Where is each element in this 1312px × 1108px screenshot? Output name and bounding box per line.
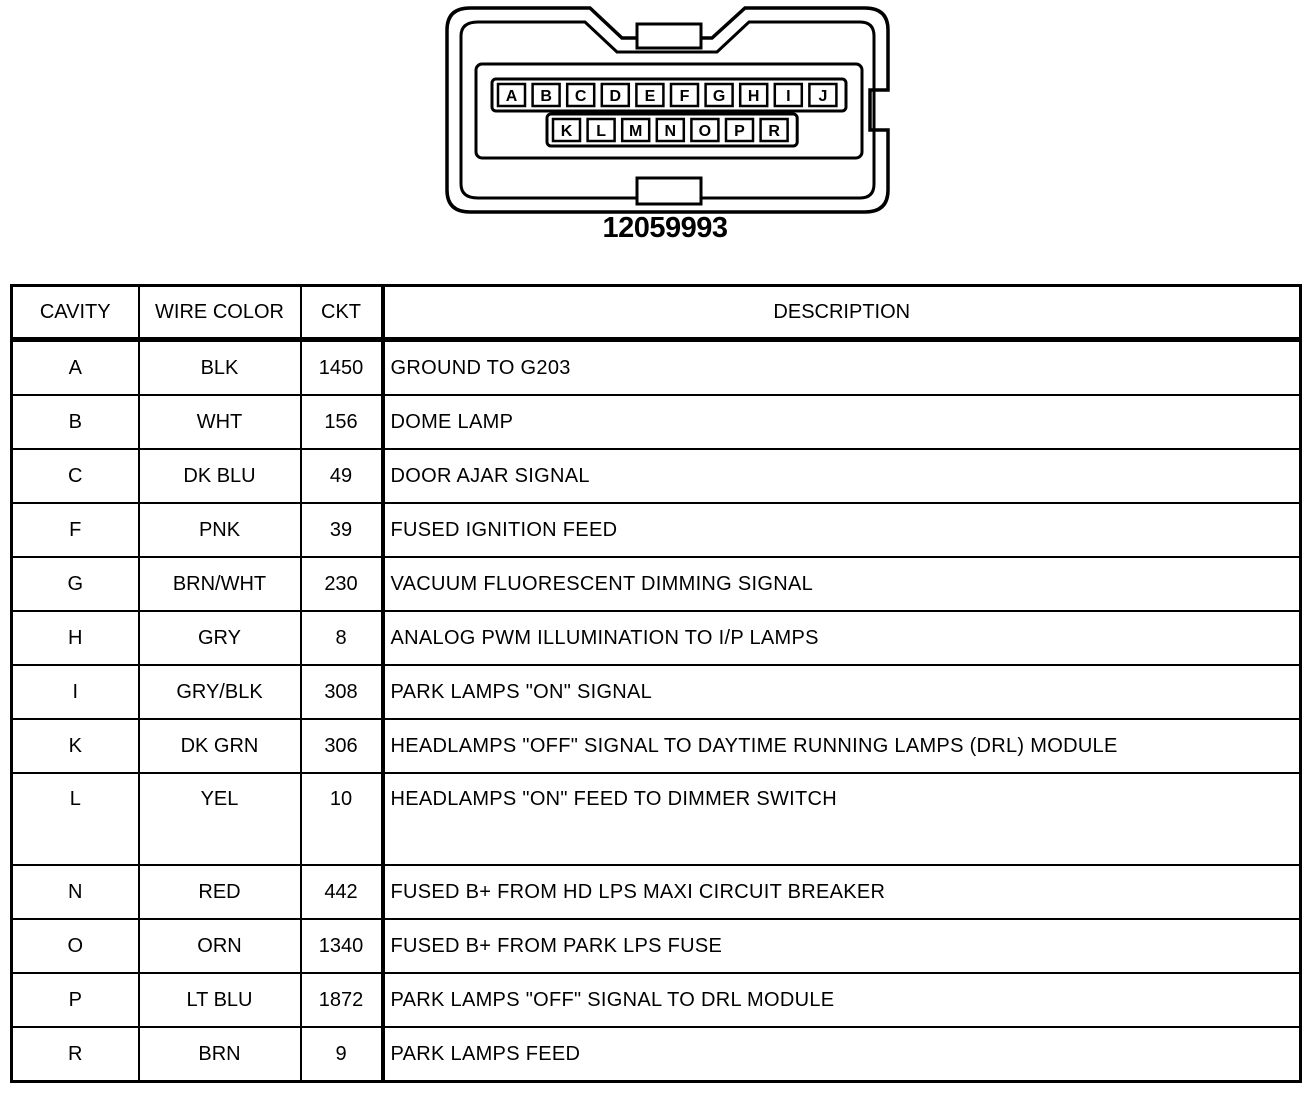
description-cell: PARK LAMPS FEED (383, 1027, 1301, 1082)
table-row (12, 340, 1301, 396)
pin-label: M (629, 123, 643, 140)
table-row (12, 1027, 1301, 1082)
cavity-cell: G (12, 557, 139, 611)
pin-label: I (786, 88, 791, 105)
pin-label: L (596, 123, 606, 140)
wire-color-cell: BRN (139, 1027, 301, 1082)
part-number: 12059993 (602, 212, 728, 244)
wire-color-cell: PNK (139, 503, 301, 557)
pin-label: O (698, 123, 712, 140)
description-cell: DOME LAMP (383, 395, 1301, 449)
description-cell: PARK LAMPS "ON" SIGNAL (383, 665, 1301, 719)
description-cell: GROUND TO G203 (383, 340, 1301, 396)
ckt-cell: 8 (301, 611, 383, 665)
pin-label: P (734, 123, 745, 140)
ckt-cell: 9 (301, 1027, 383, 1082)
cavity-cell: K (12, 719, 139, 773)
pin-label: H (747, 88, 760, 105)
cavity-cell: R (12, 1027, 139, 1082)
wire-color-cell: DK BLU (139, 449, 301, 503)
description-cell: FUSED B+ FROM PARK LPS FUSE (383, 919, 1301, 973)
ckt-cell: 306 (301, 719, 383, 773)
header-wire-color: WIRE COLOR (139, 286, 301, 340)
table-row (12, 449, 1301, 503)
pin-row-1 (492, 79, 846, 111)
table-row (12, 719, 1301, 773)
ckt-cell: 308 (301, 665, 383, 719)
pin-label: A (505, 88, 518, 105)
wire-color-cell: GRY/BLK (139, 665, 301, 719)
table-row (12, 973, 1301, 1027)
cavity-cell: N (12, 865, 139, 919)
ckt-cell: 1450 (301, 340, 383, 396)
description-cell: PARK LAMPS "OFF" SIGNAL TO DRL MODULE (383, 973, 1301, 1027)
bottom-latch (637, 178, 701, 204)
header-description: DESCRIPTION (383, 286, 1301, 340)
table-row (12, 503, 1301, 557)
description-cell: FUSED IGNITION FEED (383, 503, 1301, 557)
ckt-cell: 39 (301, 503, 383, 557)
top-latch (637, 24, 701, 48)
description-cell: ANALOG PWM ILLUMINATION TO I/P LAMPS (383, 611, 1301, 665)
pin-label: C (574, 88, 587, 105)
pin-label: B (540, 88, 552, 105)
table-row (12, 773, 1301, 865)
ckt-cell: 1340 (301, 919, 383, 973)
ckt-cell: 156 (301, 395, 383, 449)
ckt-cell: 442 (301, 865, 383, 919)
ckt-cell: 1872 (301, 973, 383, 1027)
table-row (12, 865, 1301, 919)
description-cell: VACUUM FLUORESCENT DIMMING SIGNAL (383, 557, 1301, 611)
wire-color-cell: LT BLU (139, 973, 301, 1027)
wire-color-cell: BRN/WHT (139, 557, 301, 611)
ckt-cell: 49 (301, 449, 383, 503)
pin-label: R (768, 123, 780, 140)
table-row (12, 557, 1301, 611)
description-cell: HEADLAMPS "OFF" SIGNAL TO DAYTIME RUNNING LAMPS (DRL) MODULE (383, 719, 1301, 773)
wire-color-cell: RED (139, 865, 301, 919)
description-cell: DOOR AJAR SIGNAL (383, 449, 1301, 503)
table-row (12, 665, 1301, 719)
table-row (12, 611, 1301, 665)
cavity-cell: L (12, 773, 139, 865)
cavity-cell: I (12, 665, 139, 719)
wire-color-cell: DK GRN (139, 719, 301, 773)
ckt-cell: 230 (301, 557, 383, 611)
pin-label: F (679, 88, 690, 105)
wire-color-cell: GRY (139, 611, 301, 665)
pin-label: E (644, 88, 656, 105)
pin-label: N (664, 123, 677, 140)
wire-color-cell: BLK (139, 340, 301, 396)
wire-color-cell: ORN (139, 919, 301, 973)
wire-color-cell: WHT (139, 395, 301, 449)
pin-label: D (609, 88, 622, 105)
cavity-cell: P (12, 973, 139, 1027)
cavity-cell: C (12, 449, 139, 503)
description-cell: HEADLAMPS "ON" FEED TO DIMMER SWITCH (383, 773, 1301, 865)
description-cell: FUSED B+ FROM HD LPS MAXI CIRCUIT BREAKER (383, 865, 1301, 919)
cavity-cell: H (12, 611, 139, 665)
ckt-cell: 10 (301, 773, 383, 865)
pin-row-2 (547, 114, 797, 146)
header-cavity: CAVITY (12, 286, 139, 340)
table-row (12, 395, 1301, 449)
header-ckt: CKT (301, 286, 383, 340)
table-row (12, 919, 1301, 973)
cavity-cell: B (12, 395, 139, 449)
pin-label: J (818, 88, 828, 105)
pin-label: G (712, 88, 726, 105)
cavity-cell: F (12, 503, 139, 557)
cavity-cell: A (12, 340, 139, 396)
header-row (12, 286, 1301, 340)
cavity-cell: O (12, 919, 139, 973)
pin-label: K (560, 123, 573, 140)
wire-color-cell: YEL (139, 773, 301, 865)
pinout-table (10, 284, 1302, 1083)
